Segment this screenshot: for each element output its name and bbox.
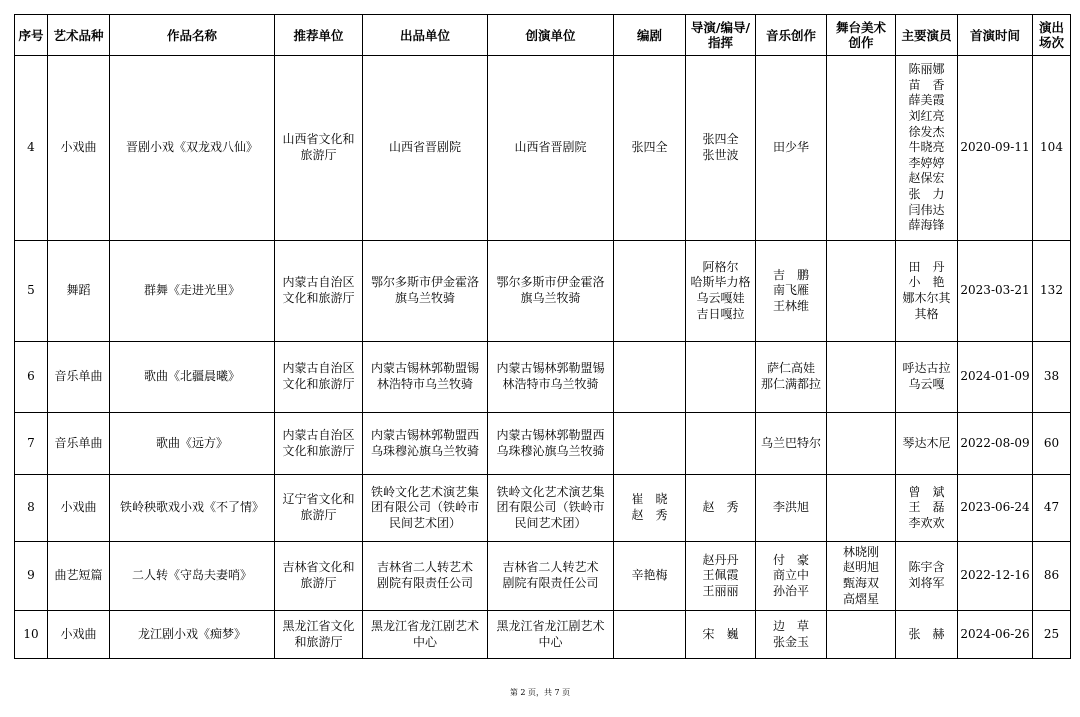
table-row: [15, 241, 1071, 342]
cell-title: 歌曲《远方》: [110, 413, 275, 475]
page-footer: 第 2 页，共 7 页: [509, 688, 571, 697]
cell-shows: 104: [1033, 56, 1071, 241]
cell-shows: 60: [1033, 413, 1071, 475]
cell-music: 乌兰巴特尔: [756, 413, 827, 475]
cell-date: 2024-01-09: [958, 342, 1033, 413]
cell-date: 2023-03-21: [958, 241, 1033, 342]
cell-shows: 132: [1033, 241, 1071, 342]
cell-category: 曲艺短篇: [48, 542, 110, 611]
cell-shows: 25: [1033, 611, 1071, 659]
cell-recommender: 辽宁省文化和 旅游厅: [275, 475, 363, 542]
cell-actors: 曾 斌 王 磊 李欢欢: [896, 475, 958, 542]
cell-producer: 山西省晋剧院: [363, 56, 488, 241]
cell-music: 付 豪 商立中 孙治平: [756, 542, 827, 611]
header-stage: 舞台美术 创作: [827, 15, 896, 56]
cell-title: 晋剧小戏《双龙戏八仙》: [110, 56, 275, 241]
cell-music: 萨仁高娃 那仁满都拉: [756, 342, 827, 413]
cell-stage: [827, 475, 896, 542]
cell-stage: [827, 342, 896, 413]
cell-title: 二人转《守岛夫妻哨》: [110, 542, 275, 611]
cell-music: 李洪旭: [756, 475, 827, 542]
cell-creator: 内蒙古锡林郭勒盟锡 林浩特市乌兰牧骑: [488, 342, 614, 413]
header-date: 首演时间: [958, 15, 1033, 56]
cell-director: 赵 秀: [686, 475, 756, 542]
cell-writer: 崔 晓 赵 秀: [614, 475, 686, 542]
cell-creator: 铁岭文化艺术演艺集 团有限公司（铁岭市 民间艺术团）: [488, 475, 614, 542]
cell-producer: 鄂尔多斯市伊金霍洛 旗乌兰牧骑: [363, 241, 488, 342]
cell-no: 9: [15, 542, 48, 611]
cell-director: 张四全 张世波: [686, 56, 756, 241]
cell-stage: [827, 413, 896, 475]
cell-category: 小戏曲: [48, 56, 110, 241]
cell-music: 吉 鹏 南飞雁 王林维: [756, 241, 827, 342]
cell-date: 2023-06-24: [958, 475, 1033, 542]
cell-no: 8: [15, 475, 48, 542]
cell-stage: [827, 56, 896, 241]
cell-title: 歌曲《北疆晨曦》: [110, 342, 275, 413]
cell-actors: 陈丽娜 苗 香 薛美霞 刘红亮 徐发杰 牛晓亮 李婷婷 赵保宏 张 力 闫伟达 薛海锋: [896, 56, 958, 241]
cell-shows: 47: [1033, 475, 1071, 542]
cell-producer: 内蒙古锡林郭勒盟西 乌珠穆沁旗乌兰牧骑: [363, 413, 488, 475]
cell-music: 边 草 张金玉: [756, 611, 827, 659]
cell-stage: 林晓刚 赵明旭 甄海双 高熠星: [827, 542, 896, 611]
cell-category: 小戏曲: [48, 475, 110, 542]
header-no: 序号: [15, 15, 48, 56]
cell-stage: [827, 611, 896, 659]
table-row: [15, 611, 1071, 659]
cell-category: 音乐单曲: [48, 342, 110, 413]
cell-shows: 86: [1033, 542, 1071, 611]
table-row: [15, 413, 1071, 475]
header-producer: 出品单位: [363, 15, 488, 56]
cell-recommender: 内蒙古自治区 文化和旅游厅: [275, 342, 363, 413]
cell-creator: 鄂尔多斯市伊金霍洛 旗乌兰牧骑: [488, 241, 614, 342]
table-row: [15, 56, 1071, 241]
header-creator: 创演单位: [488, 15, 614, 56]
cell-recommender: 内蒙古自治区 文化和旅游厅: [275, 413, 363, 475]
cell-no: 10: [15, 611, 48, 659]
table-row: [15, 475, 1071, 542]
cell-producer: 黑龙江省龙江剧艺术 中心: [363, 611, 488, 659]
cell-date: 2022-08-09: [958, 413, 1033, 475]
header-title: 作品名称: [110, 15, 275, 56]
cell-shows: 38: [1033, 342, 1071, 413]
cell-writer: [614, 611, 686, 659]
cell-writer: 辛艳梅: [614, 542, 686, 611]
cell-writer: 张四全: [614, 56, 686, 241]
table-row: [15, 342, 1071, 413]
cell-date: 2024-06-26: [958, 611, 1033, 659]
cell-creator: 内蒙古锡林郭勒盟西 乌珠穆沁旗乌兰牧骑: [488, 413, 614, 475]
cell-writer: [614, 413, 686, 475]
cell-recommender: 黑龙江省文化 和旅游厅: [275, 611, 363, 659]
header-row: [15, 15, 1071, 56]
header-music: 音乐创作: [756, 15, 827, 56]
cell-actors: 张 赫: [896, 611, 958, 659]
table-row: [15, 542, 1071, 611]
works-table: [14, 14, 1071, 659]
cell-creator: 黑龙江省龙江剧艺术 中心: [488, 611, 614, 659]
cell-producer: 内蒙古锡林郭勒盟锡 林浩特市乌兰牧骑: [363, 342, 488, 413]
cell-recommender: 内蒙古自治区 文化和旅游厅: [275, 241, 363, 342]
cell-date: 2020-09-11: [958, 56, 1033, 241]
cell-director: [686, 413, 756, 475]
cell-recommender: 山西省文化和 旅游厅: [275, 56, 363, 241]
cell-date: 2022-12-16: [958, 542, 1033, 611]
cell-writer: [614, 241, 686, 342]
cell-category: 小戏曲: [48, 611, 110, 659]
header-director: 导演/编导/ 指挥: [686, 15, 756, 56]
cell-actors: 呼达古拉 乌云嘎: [896, 342, 958, 413]
cell-actors: 陈宇含 刘将军: [896, 542, 958, 611]
header-category: 艺术品种: [48, 15, 110, 56]
cell-actors: 琴达木尼: [896, 413, 958, 475]
cell-no: 4: [15, 56, 48, 241]
cell-title: 龙江剧小戏《痴梦》: [110, 611, 275, 659]
cell-title: 群舞《走进光里》: [110, 241, 275, 342]
header-recommender: 推荐单位: [275, 15, 363, 56]
cell-no: 7: [15, 413, 48, 475]
cell-director: 赵丹丹 王佩霞 王丽丽: [686, 542, 756, 611]
cell-producer: 吉林省二人转艺术 剧院有限责任公司: [363, 542, 488, 611]
cell-producer: 铁岭文化艺术演艺集 团有限公司（铁岭市 民间艺术团）: [363, 475, 488, 542]
cell-no: 6: [15, 342, 48, 413]
cell-music: 田少华: [756, 56, 827, 241]
cell-stage: [827, 241, 896, 342]
cell-actors: 田 丹 小 艳 娜木尔其 其格: [896, 241, 958, 342]
cell-director: [686, 342, 756, 413]
cell-title: 铁岭秧歌戏小戏《不了情》: [110, 475, 275, 542]
cell-director: 宋 巍: [686, 611, 756, 659]
header-writer: 编剧: [614, 15, 686, 56]
cell-category: 音乐单曲: [48, 413, 110, 475]
cell-director: 阿格尔 哈斯毕力格 乌云嘎娃 吉日嘎拉: [686, 241, 756, 342]
cell-creator: 山西省晋剧院: [488, 56, 614, 241]
cell-no: 5: [15, 241, 48, 342]
cell-writer: [614, 342, 686, 413]
cell-recommender: 吉林省文化和 旅游厅: [275, 542, 363, 611]
header-shows: 演出 场次: [1033, 15, 1071, 56]
cell-creator: 吉林省二人转艺术 剧院有限责任公司: [488, 542, 614, 611]
header-actors: 主要演员: [896, 15, 958, 56]
cell-category: 舞蹈: [48, 241, 110, 342]
